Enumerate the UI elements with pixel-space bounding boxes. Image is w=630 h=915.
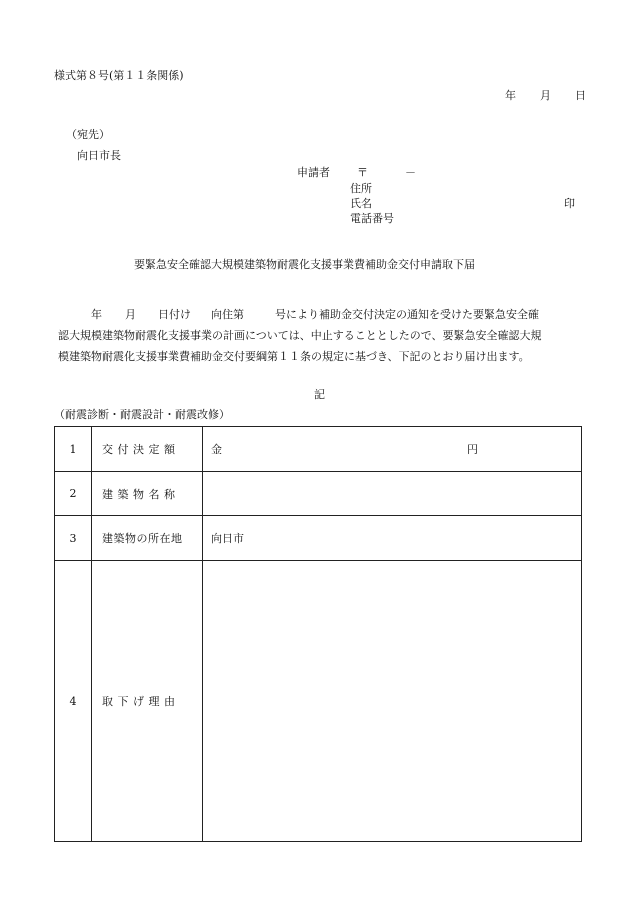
phone-label: 電話番号 — [350, 212, 394, 225]
withdrawal-reason-field[interactable] — [203, 561, 582, 842]
form-number: 様式第８号(第１１条関係) — [54, 69, 184, 82]
postal-dash: － — [405, 166, 416, 179]
body-line-1 — [58, 304, 598, 325]
row-number: 2 — [55, 472, 92, 516]
table-row — [55, 516, 582, 561]
body-month: 月 — [125, 308, 136, 321]
building-name-field[interactable] — [203, 472, 582, 516]
grant-amount-field[interactable] — [203, 427, 582, 472]
details-table — [54, 426, 582, 842]
row-number: 4 — [55, 561, 92, 842]
date-day: 日 — [575, 89, 586, 102]
addressee-label: （宛先） — [66, 128, 110, 141]
applicant-label: 申請者 — [297, 166, 330, 179]
row-label: 取 下 げ 理 由 — [92, 561, 203, 842]
body-ref: 向住第 — [211, 308, 244, 321]
category-note: （耐震診断・耐震設計・耐震改修） — [54, 408, 230, 421]
row-number: 1 — [55, 427, 92, 472]
amount-prefix: 金 — [211, 443, 222, 456]
building-location-field[interactable]: 向日市 — [203, 516, 582, 561]
postal-mark: 〒 — [357, 166, 368, 179]
body-date: 日付け — [158, 308, 191, 321]
body-line-3: 模建築物耐震化支援事業費補助金交付要綱第１１条の規定に基づき、下記のとおり届け出ます。 — [58, 350, 530, 363]
body-line-2: 認大規模建築物耐震化支援事業の計画については、中止することとしたので、要緊急安全確認大規 — [58, 329, 542, 342]
row-label: 建築物の所在地 — [92, 516, 203, 561]
row-number: 3 — [55, 516, 92, 561]
address-label: 住所 — [350, 182, 372, 195]
ki-mark: 記 — [314, 388, 325, 401]
row-label: 建 築 物 名 称 — [92, 472, 203, 516]
table-row — [55, 427, 582, 472]
table-row — [55, 561, 582, 842]
yen-unit: 円 — [467, 443, 478, 456]
row-label: 交 付 決 定 額 — [92, 427, 203, 472]
seal-mark: 印 — [564, 197, 575, 210]
body-paragraph — [58, 304, 598, 367]
document-title: 要緊急安全確認大規模建築物耐震化支援事業費補助金交付申請取下届 — [134, 258, 475, 271]
date-year: 年 — [505, 89, 516, 102]
addressee-name: 向日市長 — [77, 149, 121, 162]
name-label: 氏名 — [350, 197, 372, 210]
table-row — [55, 472, 582, 516]
date-month: 月 — [540, 89, 551, 102]
body-year: 年 — [91, 308, 102, 321]
body-rest: 号により補助金交付決定の通知を受けた要緊急安全確 — [275, 308, 539, 321]
